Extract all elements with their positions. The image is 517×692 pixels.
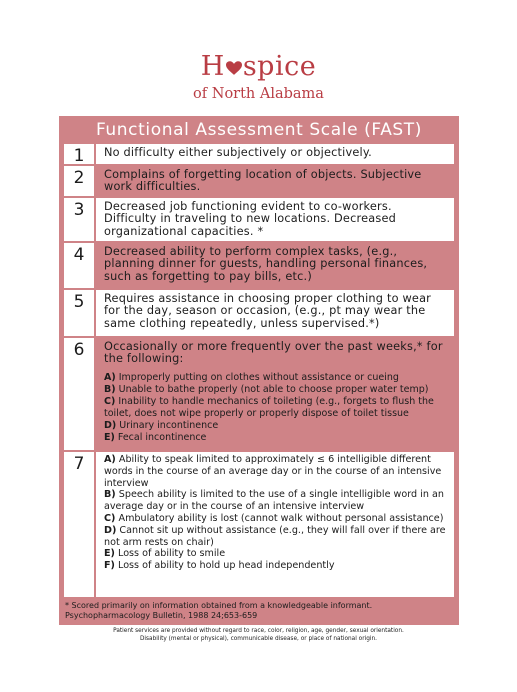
- disclaimer-line: Patient services are provided without regard to race, color, religion, age, gender, sexual orientation.: [113, 628, 404, 634]
- fast-scale-panel: [59, 116, 459, 625]
- list-item: B) Speech ability is limited to the use of a single intelligible word in an average day or in the course of an intensive interview: [104, 489, 444, 513]
- stage-number: 5: [64, 290, 94, 336]
- stage-row-1: [64, 144, 454, 164]
- stage-number: 7: [64, 452, 94, 597]
- disclaimer-line: Disability (mental or physical), communicable disease, or place of national origin.: [139, 636, 378, 642]
- list-item: C) Inability to handle mechanics of toileting (e.g., forgets to flush the toilet, does not wipe properly or properly dispose of toilet tissue: [104, 395, 434, 419]
- citation-line: Psychopharmacology Bulletin, 1988 24;653-659: [65, 610, 258, 620]
- stage-6-list: [104, 372, 448, 444]
- list-item: A) Improperly putting on clothes without assistance or cueing: [104, 371, 399, 383]
- list-item: D) Urinary incontinence: [104, 419, 219, 431]
- list-item: D) Cannot sit up without assistance (e.g., they will fall over if there are not arm rests on chair): [104, 524, 446, 548]
- scale-title: Functional Assessment Scale (FAST): [95, 120, 423, 140]
- stage-description: [96, 338, 454, 450]
- stage-6-intro: Occasionally or more frequently over the past weeks,* for the following:: [104, 340, 443, 366]
- footnote: [65, 601, 455, 620]
- stage-description: Decreased job functioning evident to co-workers. Difficulty in traveling to new locations. Decreased organizational capacities. *: [96, 198, 454, 241]
- stage-number: 4: [64, 243, 94, 288]
- list-item: C) Ambulatory ability is lost (cannot walk without personal assistance): [104, 512, 444, 524]
- stage-row-3: [64, 198, 454, 241]
- stage-description: Decreased ability to perform complex tasks, (e.g., planning dinner for guests, handling personal finances, such as forgetting to pay bills, etc.): [104, 245, 428, 283]
- logo-subtitle: of North Alabama: [193, 86, 324, 102]
- footnote-line: * Scored primarily on information obtained from a knowledgeable informant.: [65, 601, 373, 610]
- stage-description: [96, 452, 454, 597]
- stage-number: 1: [64, 144, 94, 164]
- heart-icon: [226, 61, 242, 76]
- logo-wordmark: H spice: [200, 51, 317, 82]
- stage-description: Requires assistance in choosing proper clothing to wear for the day, season or occasion, (e.g., pt may wear the same clothing repeatedly, unless supervised.*): [96, 290, 454, 336]
- stage-description: Complains of forgetting location of objects. Subjective work difficulties.: [104, 168, 422, 194]
- list-item: B) Unable to bathe properly (not able to choose proper water temp): [104, 383, 429, 395]
- stage-row-5: [64, 290, 454, 336]
- stage-row-7: [64, 452, 454, 597]
- disclaimer: [0, 627, 517, 643]
- stage-number: 3: [64, 198, 94, 241]
- list-item: E) Loss of ability to smile: [104, 548, 226, 560]
- list-item: A) Ability to speak limited to approximately ≤ 6 intelligible different words in the course of an average day or in the course of an intensive interview: [104, 454, 442, 489]
- stage-row-4: [64, 243, 454, 288]
- stage-description: No difficulty either subjectively or objectively.: [96, 144, 454, 164]
- stage-number: 6: [64, 338, 94, 450]
- stage-number: 2: [64, 166, 94, 196]
- list-item: F) Loss of ability to hold up head independently: [104, 560, 335, 572]
- stage-row-2: [64, 166, 454, 196]
- stage-row-6: [64, 338, 454, 450]
- list-item: E) Fecal incontinence: [104, 431, 207, 443]
- hospice-logo: [0, 52, 517, 103]
